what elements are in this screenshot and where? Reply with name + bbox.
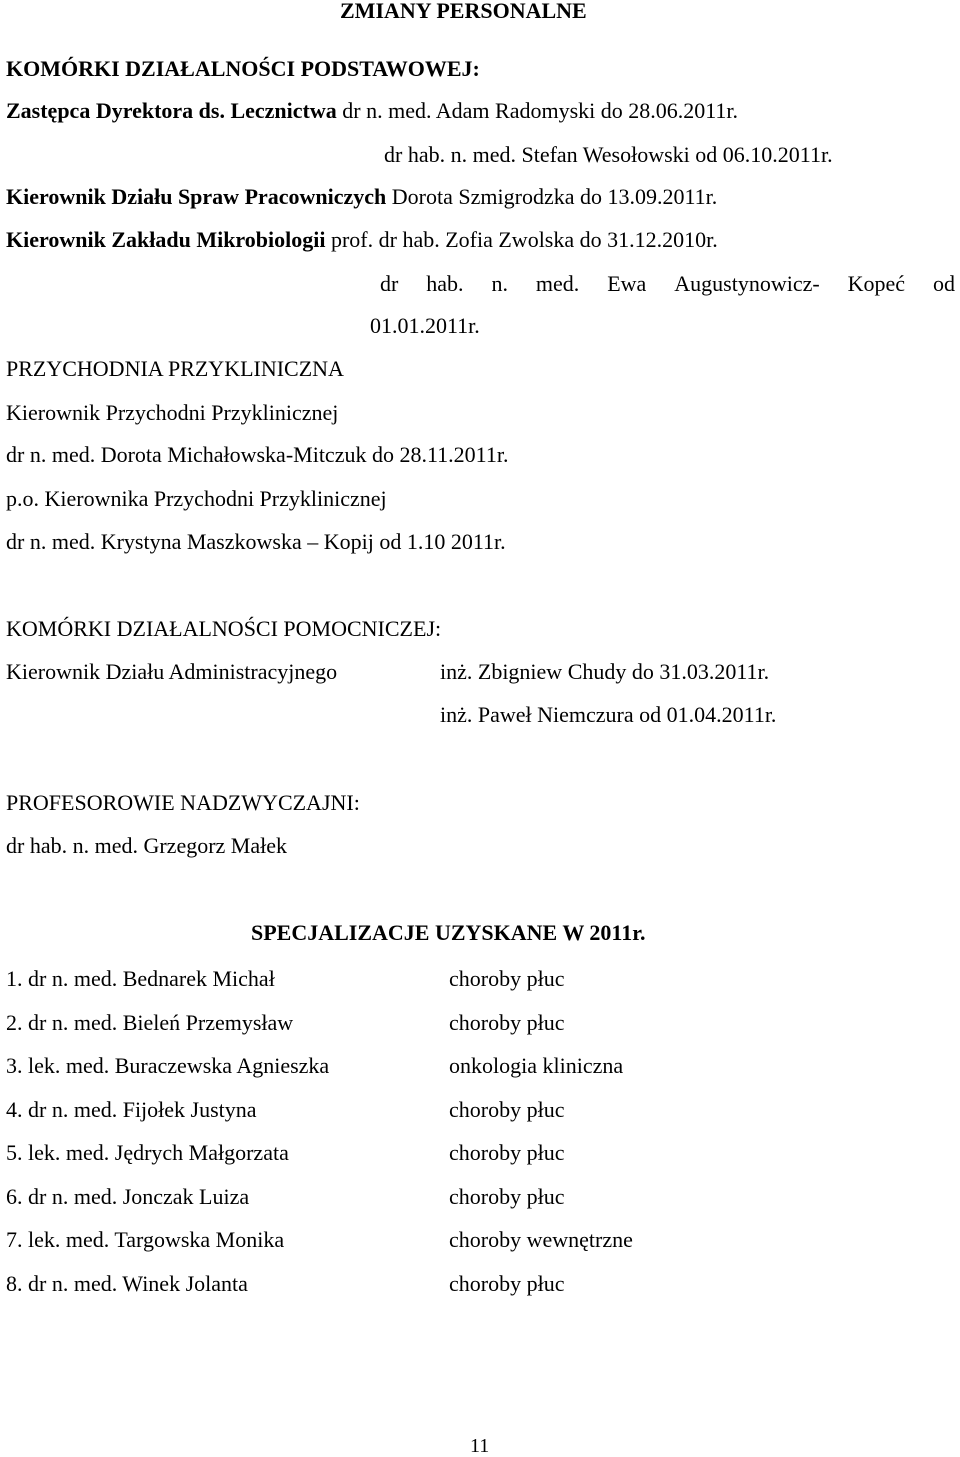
word: hab. [426,271,464,296]
entry-zastepca [6,100,738,122]
specialization-field: choroby wewnętrzne [449,1227,633,1252]
section-heading-specjalizacje: SPECJALIZACJE UZYSKANE W 2011r. [251,920,646,945]
section-heading-profesorowie: PROFESOROWIE NADZWYCZAJNI: [6,790,360,815]
entry-text: prof. dr hab. Zofia Zwolska do 31.12.2010r. [325,227,718,252]
specialization-field: choroby płuc [449,966,565,991]
specialization-field: choroby płuc [449,1184,565,1209]
specialist-name: 2. dr n. med. Bieleń Przemysław [6,1010,294,1035]
entry-zastepca-2: dr hab. n. med. Stefan Wesołowski od 06.10.2011r. [384,142,833,167]
przychodnia-role-2: p.o. Kierownika Przychodni Przyklinicznej [6,486,387,511]
specialization-field: choroby płuc [449,1271,565,1296]
entry-role: Zastępca Dyrektora ds. Lecznictwa [6,98,337,123]
word: n. [491,271,508,296]
pomocnicza-person-2: inż. Paweł Niemczura od 01.04.2011r. [440,702,777,727]
specialist-name: 6. dr n. med. Jonczak Luiza [6,1184,250,1209]
specialist-name: 8. dr n. med. Winek Jolanta [6,1271,248,1296]
specialist-name: 1. dr n. med. Bednarek Michał [6,966,275,991]
entry-text: dr n. med. Adam Radomyski do 28.06.2011r. [336,98,739,123]
przychodnia-role-1: Kierownik Przychodni Przyklinicznej [6,400,339,425]
word: Kopeć [847,271,906,296]
page-number: 11 [470,1435,490,1457]
specialization-field: choroby płuc [449,1097,565,1122]
word: od [932,271,955,296]
specialization-field: onkologia kliniczna [449,1053,624,1078]
word: Ewa [607,271,647,296]
profesor-person: dr hab. n. med. Grzegorz Małek [6,833,288,858]
przychodnia-person-2: dr n. med. Krystyna Maszkowska – Kopij od 1.10 2011r. [6,529,506,554]
specialist-name: 4. dr n. med. Fijołek Justyna [6,1097,257,1122]
word: Augustynowicz- [674,271,820,296]
specialist-name: 3. lek. med. Buraczewska Agnieszka [6,1053,330,1078]
section-heading-przychodnia: PRZYCHODNIA PRZYKLINICZNA [6,356,344,381]
entry-role: Kierownik Działu Spraw Pracowniczych [6,184,387,209]
section-heading-podstawowa: KOMÓRKI DZIAŁALNOŚCI PODSTAWOWEJ: [6,56,480,81]
entry-justified-line [380,271,955,297]
entry-kierownik-dzialu-spraw [6,186,717,208]
specialization-field: choroby płuc [449,1010,565,1035]
entry-role: Kierownik Zakładu Mikrobiologii [6,227,326,252]
pomocnicza-person-1: inż. Zbigniew Chudy do 31.03.2011r. [440,659,770,684]
entry-kierownik-zakladu [6,229,718,251]
entry-continuation: 01.01.2011r. [370,313,480,338]
section-heading-pomocnicza: KOMÓRKI DZIAŁALNOŚCI POMOCNICZEJ: [6,616,442,641]
specialist-name: 7. lek. med. Targowska Monika [6,1227,285,1252]
pomocnicza-role: Kierownik Działu Administracyjnego [6,659,338,684]
word: med. [535,271,580,296]
przychodnia-person-1: dr n. med. Dorota Michałowska-Mitczuk do 28.11.2011r. [6,442,509,467]
specialist-name: 5. lek. med. Jędrych Małgorzata [6,1140,289,1165]
word: dr [380,271,399,296]
specialization-field: choroby płuc [449,1140,565,1165]
entry-text: Dorota Szmigrodzka do 13.09.2011r. [386,184,718,209]
page-title: ZMIANY PERSONALNE [340,0,587,23]
